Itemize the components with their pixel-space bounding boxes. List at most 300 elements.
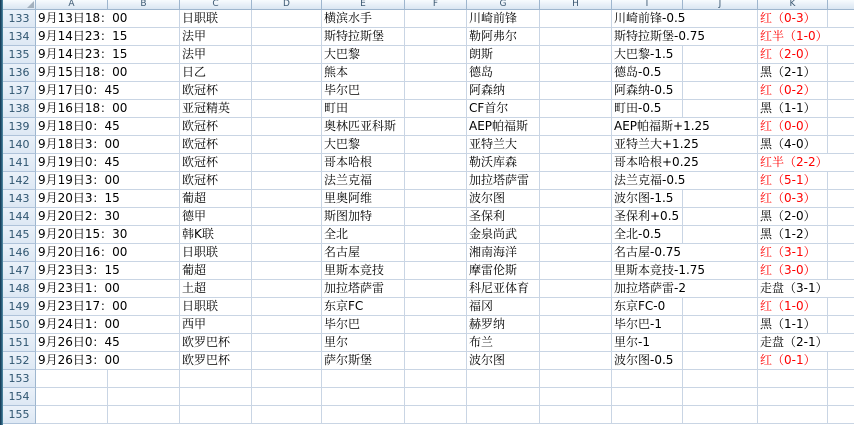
cell-D155[interactable] (252, 406, 322, 424)
cell-A151[interactable] (36, 334, 120, 352)
cell-C137[interactable] (180, 82, 252, 100)
cell-H139[interactable] (540, 118, 612, 136)
cell-E148[interactable] (322, 280, 405, 298)
column-header-F[interactable]: F (405, 0, 467, 10)
cell-J151[interactable] (683, 334, 758, 352)
column-header-H[interactable]: H (540, 0, 612, 10)
cell-A134[interactable] (36, 28, 128, 46)
cell-text: 走盘（2-1） (760, 335, 828, 349)
cell-I152[interactable] (612, 352, 683, 370)
cell-G136[interactable] (467, 64, 540, 82)
cell-J146[interactable] (683, 244, 758, 262)
cell-E145[interactable] (322, 226, 405, 244)
cell-A137[interactable] (36, 82, 120, 100)
cell-A153[interactable] (36, 370, 108, 388)
cell-text: 大巴黎 (324, 47, 361, 61)
column-header-B[interactable]: B (108, 0, 180, 10)
cell-text: 红（1-0） (760, 299, 816, 313)
cell-A145[interactable] (36, 226, 128, 244)
cell-E143[interactable] (322, 190, 405, 208)
cell-H138[interactable] (540, 100, 612, 118)
row-header-136[interactable]: 136 (3, 64, 36, 82)
cell-F135[interactable] (405, 46, 467, 64)
cell-G152[interactable] (467, 352, 540, 370)
cell-E146[interactable] (322, 244, 405, 262)
row-header-133[interactable]: 133 (3, 10, 36, 28)
cell-partial-133[interactable] (828, 10, 854, 28)
cell-partial-143[interactable] (828, 190, 854, 208)
cell-A154[interactable] (36, 388, 108, 406)
cell-C140[interactable] (180, 136, 252, 154)
cell-partial-148[interactable] (828, 280, 854, 298)
cell-F152[interactable] (405, 352, 467, 370)
cell-D153[interactable] (252, 370, 322, 388)
cell-G141[interactable] (467, 154, 540, 172)
cell-partial-137[interactable] (828, 82, 854, 100)
cell-J152[interactable] (683, 352, 758, 370)
cell-D145[interactable] (252, 226, 322, 244)
cell-partial-147[interactable] (828, 262, 854, 280)
cell-J136[interactable] (683, 64, 758, 82)
cell-H137[interactable] (540, 82, 612, 100)
cell-H134[interactable] (540, 28, 612, 46)
cell-H146[interactable] (540, 244, 612, 262)
cell-F153[interactable] (405, 370, 467, 388)
cell-E142[interactable] (322, 172, 405, 190)
cell-J143[interactable] (683, 190, 758, 208)
cell-I148[interactable] (612, 280, 686, 298)
cell-G151[interactable] (467, 334, 540, 352)
row-header-144[interactable]: 144 (3, 208, 36, 226)
cell-C145[interactable] (180, 226, 252, 244)
cell-C133[interactable] (180, 10, 252, 28)
cell-F136[interactable] (405, 64, 467, 82)
column-header-C[interactable]: C (180, 0, 252, 10)
cell-I137[interactable] (612, 82, 683, 100)
cell-A150[interactable] (36, 316, 120, 334)
cell-E138[interactable] (322, 100, 405, 118)
cell-F150[interactable] (405, 316, 467, 334)
cell-partial-151[interactable] (828, 334, 854, 352)
cell-partial-138[interactable] (828, 100, 854, 118)
cell-E155[interactable] (322, 406, 405, 424)
cell-F154[interactable] (405, 388, 467, 406)
cell-C153[interactable] (180, 370, 252, 388)
column-header-E[interactable]: E (322, 0, 405, 10)
cell-C148[interactable] (180, 280, 252, 298)
cell-I154[interactable] (612, 388, 683, 406)
cell-E140[interactable] (322, 136, 405, 154)
cell-partial-145[interactable] (828, 226, 854, 244)
cell-G148[interactable] (467, 280, 540, 298)
cell-A138[interactable] (36, 100, 128, 118)
cell-H153[interactable] (540, 370, 612, 388)
cell-C147[interactable] (180, 262, 252, 280)
cell-J145[interactable] (683, 226, 758, 244)
cell-F149[interactable] (405, 298, 467, 316)
cell-K155[interactable] (758, 406, 828, 424)
cell-F146[interactable] (405, 244, 467, 262)
cell-K152[interactable] (758, 352, 828, 370)
cell-G133[interactable] (467, 10, 540, 28)
cell-H154[interactable] (540, 388, 612, 406)
cell-F145[interactable] (405, 226, 467, 244)
cell-I138[interactable] (612, 100, 683, 118)
cell-partial-154[interactable] (828, 388, 854, 406)
cell-K133[interactable] (758, 10, 828, 28)
cell-partial-144[interactable] (828, 208, 854, 226)
cell-I147[interactable] (612, 262, 706, 280)
cell-I144[interactable] (612, 208, 683, 226)
cell-I153[interactable] (612, 370, 683, 388)
cell-K153[interactable] (758, 370, 828, 388)
cell-I151[interactable] (612, 334, 683, 352)
cell-K149[interactable] (758, 298, 828, 316)
cell-K143[interactable] (758, 190, 828, 208)
cell-text: 欧罗巴杯 (182, 353, 231, 367)
cell-G142[interactable] (467, 172, 540, 190)
row-header-151[interactable]: 151 (3, 334, 36, 352)
cell-text: 9月26日3：00 (38, 353, 120, 367)
cell-E139[interactable] (322, 118, 405, 136)
row-header-140[interactable]: 140 (3, 136, 36, 154)
cell-text: 全北-0.5 (614, 227, 662, 241)
cell-A152[interactable] (36, 352, 120, 370)
cell-H150[interactable] (540, 316, 612, 334)
cell-K150[interactable] (758, 316, 828, 334)
cell-K142[interactable] (758, 172, 828, 190)
row-header-142[interactable]: 142 (3, 172, 36, 190)
row-header-139[interactable]: 139 (3, 118, 36, 136)
cell-F147[interactable] (405, 262, 467, 280)
table-row (3, 262, 854, 280)
cell-E144[interactable] (322, 208, 405, 226)
cell-C154[interactable] (180, 388, 252, 406)
cell-text: 日乙 (182, 65, 207, 79)
cell-K148[interactable] (758, 280, 828, 298)
cell-A142[interactable] (36, 172, 120, 190)
cell-A136[interactable] (36, 64, 128, 82)
cell-D140[interactable] (252, 136, 322, 154)
cell-K139[interactable] (758, 118, 828, 136)
cell-C141[interactable] (180, 154, 252, 172)
row-header-150[interactable]: 150 (3, 316, 36, 334)
cell-I146[interactable] (612, 244, 683, 262)
column-header-G[interactable]: G (467, 0, 540, 10)
cell-F133[interactable] (405, 10, 467, 28)
table-row (3, 334, 854, 352)
cell-G135[interactable] (467, 46, 540, 64)
cell-F134[interactable] (405, 28, 467, 46)
cell-D149[interactable] (252, 298, 322, 316)
cell-J133[interactable] (683, 10, 758, 28)
cell-J142[interactable] (683, 172, 758, 190)
cell-A148[interactable] (36, 280, 120, 298)
cell-C144[interactable] (180, 208, 252, 226)
cell-H143[interactable] (540, 190, 612, 208)
cell-C138[interactable] (180, 100, 252, 118)
cell-K146[interactable] (758, 244, 828, 262)
cell-D138[interactable] (252, 100, 322, 118)
cell-A139[interactable] (36, 118, 120, 136)
cell-H148[interactable] (540, 280, 612, 298)
cell-J144[interactable] (683, 208, 758, 226)
cell-D142[interactable] (252, 172, 322, 190)
row-header-153[interactable]: 153 (3, 370, 36, 388)
cell-I155[interactable] (612, 406, 683, 424)
cell-H151[interactable] (540, 334, 612, 352)
cell-K134[interactable] (758, 28, 828, 46)
cell-D147[interactable] (252, 262, 322, 280)
cell-D151[interactable] (252, 334, 322, 352)
cell-F137[interactable] (405, 82, 467, 100)
cell-H155[interactable] (540, 406, 612, 424)
cell-H145[interactable] (540, 226, 612, 244)
cell-F140[interactable] (405, 136, 467, 154)
cell-D139[interactable] (252, 118, 322, 136)
row-header-137[interactable]: 137 (3, 82, 36, 100)
cell-D152[interactable] (252, 352, 322, 370)
cell-C149[interactable] (180, 298, 252, 316)
cell-G140[interactable] (467, 136, 540, 154)
cell-J153[interactable] (683, 370, 758, 388)
cell-A143[interactable] (36, 190, 120, 208)
cell-D143[interactable] (252, 190, 322, 208)
cell-H140[interactable] (540, 136, 612, 154)
cell-C134[interactable] (180, 28, 252, 46)
cell-E136[interactable] (322, 64, 405, 82)
cell-E153[interactable] (322, 370, 405, 388)
cell-partial-155[interactable] (828, 406, 854, 424)
cell-D141[interactable] (252, 154, 322, 172)
cell-E152[interactable] (322, 352, 405, 370)
cell-C135[interactable] (180, 46, 252, 64)
cell-A135[interactable] (36, 46, 128, 64)
cell-I139[interactable] (612, 118, 710, 136)
cell-partial-140[interactable] (828, 136, 854, 154)
cell-J135[interactable] (683, 46, 758, 64)
cell-H142[interactable] (540, 172, 612, 190)
cell-E133[interactable] (322, 10, 405, 28)
cell-G138[interactable] (467, 100, 540, 118)
cell-I149[interactable] (612, 298, 683, 316)
cell-I133[interactable] (612, 10, 686, 28)
cell-G134[interactable] (467, 28, 540, 46)
cell-G154[interactable] (467, 388, 540, 406)
row-header-148[interactable]: 148 (3, 280, 36, 298)
cell-H135[interactable] (540, 46, 612, 64)
cell-I150[interactable] (612, 316, 683, 334)
cell-D135[interactable] (252, 46, 322, 64)
row-header-141[interactable]: 141 (3, 154, 36, 172)
cell-I143[interactable] (612, 190, 683, 208)
cell-E151[interactable] (322, 334, 405, 352)
cell-I142[interactable] (612, 172, 686, 190)
cell-partial-152[interactable] (828, 352, 854, 370)
cell-A146[interactable] (36, 244, 128, 262)
cell-G145[interactable] (467, 226, 540, 244)
cell-A144[interactable] (36, 208, 120, 226)
row-header-146[interactable]: 146 (3, 244, 36, 262)
row-header-152[interactable]: 152 (3, 352, 36, 370)
cell-I141[interactable] (612, 154, 699, 172)
cell-C136[interactable] (180, 64, 252, 82)
cell-G146[interactable] (467, 244, 540, 262)
cell-A141[interactable] (36, 154, 120, 172)
cell-F139[interactable] (405, 118, 467, 136)
cell-C152[interactable] (180, 352, 252, 370)
cell-D134[interactable] (252, 28, 322, 46)
cell-C143[interactable] (180, 190, 252, 208)
cell-I145[interactable] (612, 226, 683, 244)
cell-G147[interactable] (467, 262, 540, 280)
cell-F151[interactable] (405, 334, 467, 352)
cell-partial-135[interactable] (828, 46, 854, 64)
cell-D148[interactable] (252, 280, 322, 298)
column-header-I[interactable]: I (612, 0, 683, 10)
cell-K141[interactable] (758, 154, 828, 172)
column-header-partial[interactable] (828, 0, 854, 10)
cell-F138[interactable] (405, 100, 467, 118)
cell-C139[interactable] (180, 118, 252, 136)
cell-D150[interactable] (252, 316, 322, 334)
cell-H152[interactable] (540, 352, 612, 370)
row-header-154[interactable]: 154 (3, 388, 36, 406)
row-header-138[interactable]: 138 (3, 100, 36, 118)
row-header-147[interactable]: 147 (3, 262, 36, 280)
cell-A140[interactable] (36, 136, 120, 154)
cell-I136[interactable] (612, 64, 683, 82)
cell-G155[interactable] (467, 406, 540, 424)
cell-K136[interactable] (758, 64, 828, 82)
row-header-145[interactable]: 145 (3, 226, 36, 244)
cell-K138[interactable] (758, 100, 828, 118)
cell-G144[interactable] (467, 208, 540, 226)
cell-partial-134[interactable] (828, 28, 854, 46)
cell-H141[interactable] (540, 154, 612, 172)
cell-D154[interactable] (252, 388, 322, 406)
cell-H147[interactable] (540, 262, 612, 280)
cell-H136[interactable] (540, 64, 612, 82)
cell-E135[interactable] (322, 46, 405, 64)
cell-H144[interactable] (540, 208, 612, 226)
cell-C155[interactable] (180, 406, 252, 424)
cell-J154[interactable] (683, 388, 758, 406)
cell-E154[interactable] (322, 388, 405, 406)
cell-K135[interactable] (758, 46, 828, 64)
cell-J138[interactable] (683, 100, 758, 118)
cell-K144[interactable] (758, 208, 828, 226)
cell-J155[interactable] (683, 406, 758, 424)
column-header-J[interactable]: J (683, 0, 758, 10)
cell-H133[interactable] (540, 10, 612, 28)
cell-partial-136[interactable] (828, 64, 854, 82)
cell-E149[interactable] (322, 298, 405, 316)
column-header-K[interactable]: K (758, 0, 828, 10)
row-header-149[interactable]: 149 (3, 298, 36, 316)
cell-partial-139[interactable] (828, 118, 854, 136)
cell-I135[interactable] (612, 46, 683, 64)
column-header-D[interactable]: D (252, 0, 322, 10)
cell-F142[interactable] (405, 172, 467, 190)
cell-J150[interactable] (683, 316, 758, 334)
cell-G150[interactable] (467, 316, 540, 334)
cell-A147[interactable] (36, 262, 120, 280)
row-header-134[interactable]: 134 (3, 28, 36, 46)
cell-partial-146[interactable] (828, 244, 854, 262)
cell-A155[interactable] (36, 406, 108, 424)
cell-K137[interactable] (758, 82, 828, 100)
row-header-143[interactable]: 143 (3, 190, 36, 208)
cell-partial-141[interactable] (828, 154, 854, 172)
cell-K147[interactable] (758, 262, 828, 280)
cell-E141[interactable] (322, 154, 405, 172)
cell-G139[interactable] (467, 118, 540, 136)
cell-G153[interactable] (467, 370, 540, 388)
cell-I140[interactable] (612, 136, 699, 154)
cell-H149[interactable] (540, 298, 612, 316)
cell-J149[interactable] (683, 298, 758, 316)
cell-F144[interactable] (405, 208, 467, 226)
cell-J137[interactable] (683, 82, 758, 100)
cell-E147[interactable] (322, 262, 405, 280)
cell-G149[interactable] (467, 298, 540, 316)
select-all-button[interactable] (3, 0, 36, 10)
cell-text: 川崎前锋 (469, 11, 518, 25)
cell-G143[interactable] (467, 190, 540, 208)
cell-D146[interactable] (252, 244, 322, 262)
cell-I134[interactable] (612, 28, 706, 46)
cell-F148[interactable] (405, 280, 467, 298)
cell-D136[interactable] (252, 64, 322, 82)
cell-B153[interactable] (108, 370, 180, 388)
cell-partial-149[interactable] (828, 298, 854, 316)
cell-B155[interactable] (108, 406, 180, 424)
cell-A133[interactable] (36, 10, 128, 28)
cell-K145[interactable] (758, 226, 828, 244)
cell-text: 日职联 (182, 245, 219, 259)
row-header-155[interactable]: 155 (3, 406, 36, 424)
cell-C151[interactable] (180, 334, 252, 352)
column-header-A[interactable]: A (36, 0, 108, 10)
cell-C142[interactable] (180, 172, 252, 190)
cell-C150[interactable] (180, 316, 252, 334)
cell-B154[interactable] (108, 388, 180, 406)
cell-text: 波尔图 (469, 353, 506, 367)
cell-K154[interactable] (758, 388, 828, 406)
cell-K151[interactable] (758, 334, 828, 352)
cell-J148[interactable] (683, 280, 758, 298)
cell-D144[interactable] (252, 208, 322, 226)
row-header-135[interactable]: 135 (3, 46, 36, 64)
cell-E137[interactable] (322, 82, 405, 100)
cell-C146[interactable] (180, 244, 252, 262)
cell-text: 欧冠杯 (182, 119, 219, 133)
cell-F143[interactable] (405, 190, 467, 208)
cell-D137[interactable] (252, 82, 322, 100)
cell-F155[interactable] (405, 406, 467, 424)
cell-partial-153[interactable] (828, 370, 854, 388)
cell-E134[interactable] (322, 28, 405, 46)
cell-G137[interactable] (467, 82, 540, 100)
cell-partial-150[interactable] (828, 316, 854, 334)
cell-A149[interactable] (36, 298, 128, 316)
cell-E150[interactable] (322, 316, 405, 334)
cell-D133[interactable] (252, 10, 322, 28)
cell-K140[interactable] (758, 136, 828, 154)
cell-partial-142[interactable] (828, 172, 854, 190)
cell-F141[interactable] (405, 154, 467, 172)
